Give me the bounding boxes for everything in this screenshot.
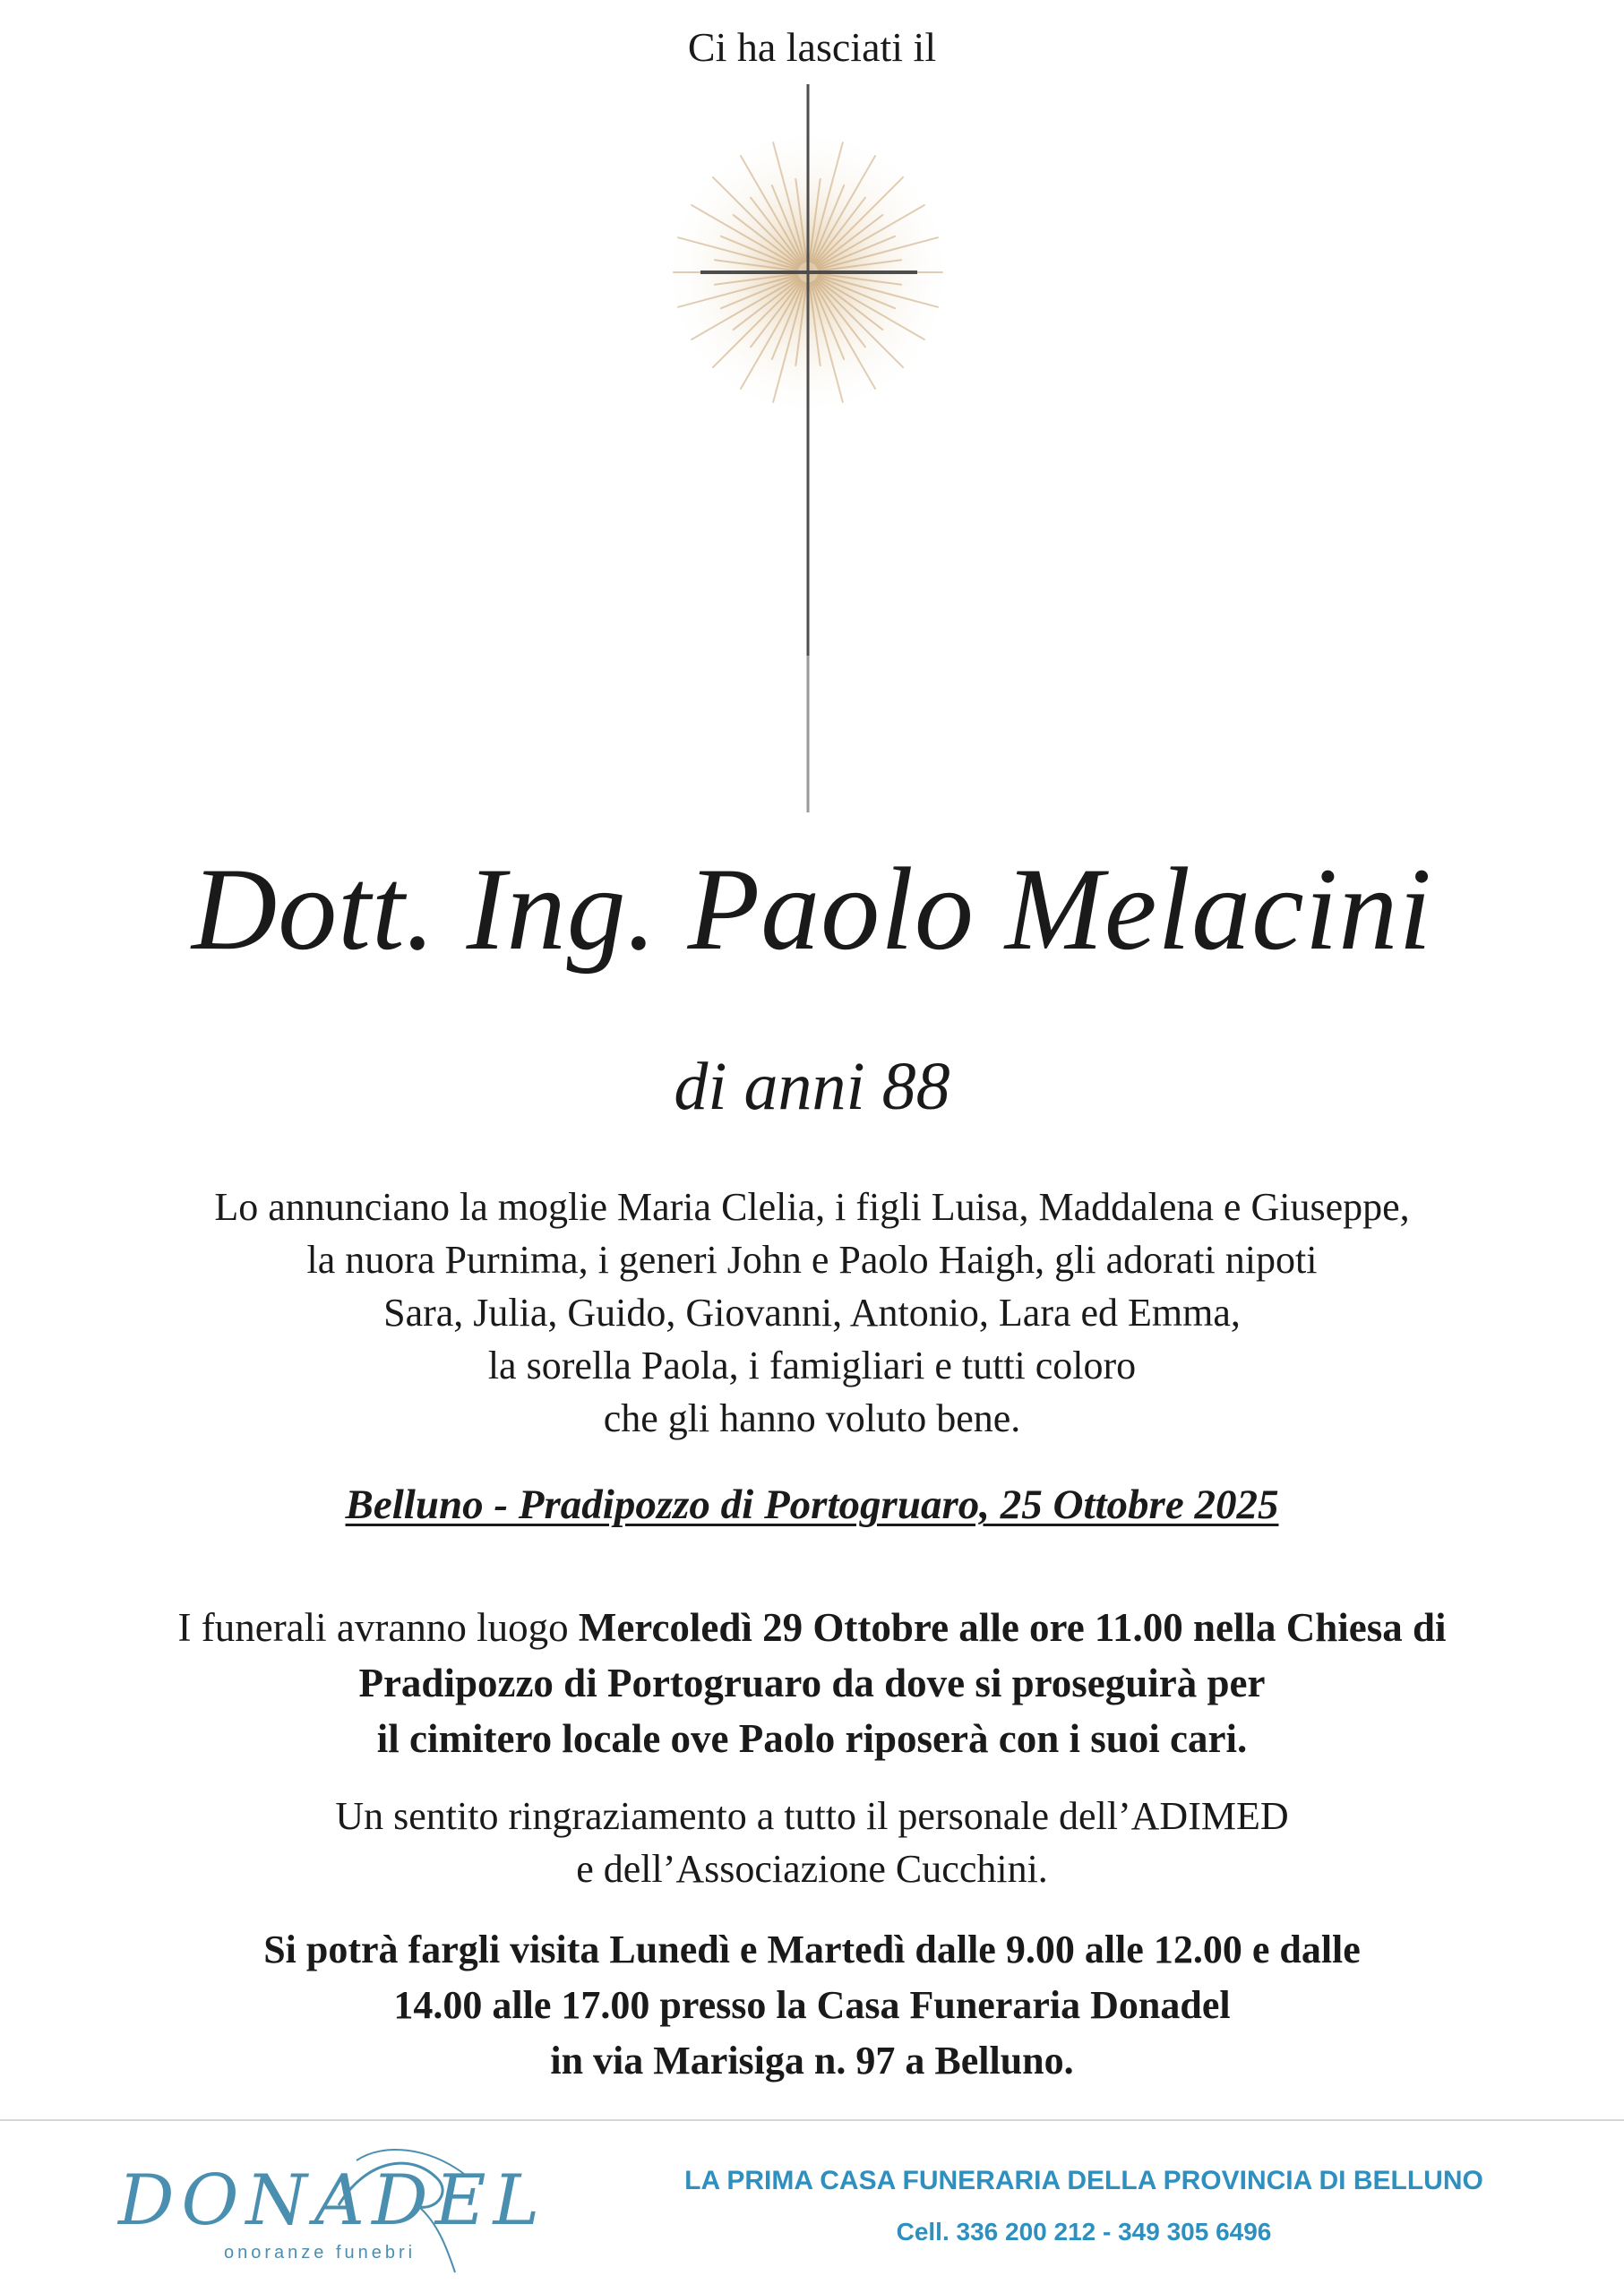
announcement-block: [0, 1181, 1624, 1445]
announcement-line: Sara, Julia, Guido, Giovanni, Antonio, Lara ed Emma,: [383, 1291, 1241, 1335]
footer-tagline: LA PRIMA CASA FUNERARIA DELLA PROVINCIA DI BELLUNO: [684, 2166, 1483, 2195]
thanks-block: [0, 1790, 1624, 1895]
funeral-line-plain: I funerali avranno luogo: [177, 1605, 579, 1650]
thanks-line: Un sentito ringraziamento a tutto il personale dell’ADIMED: [335, 1794, 1289, 1838]
place-date: [0, 1478, 1624, 1532]
funeral-line-bold: il cimitero locale ove Paolo riposerà con i suoi cari.: [376, 1716, 1248, 1761]
star-cross-icon: [647, 82, 969, 817]
funeral-block: [0, 1600, 1624, 1766]
visits-line: Si potrà fargli visita Lunedì e Martedì dalle 9.00 alle 12.00 e dalle: [263, 1928, 1361, 1971]
donadel-logo: [106, 2143, 547, 2277]
intro-text: Ci ha lasciati il: [687, 24, 937, 70]
announcement-line: Lo annunciano la moglie Maria Clelia, i figli Luisa, Maddalena e Giuseppe,: [214, 1185, 1410, 1229]
footer-divider: [0, 2119, 1624, 2121]
funeral-line-bold: Pradipozzo di Portogruaro da dove si proseguirà per: [358, 1661, 1266, 1705]
announcement-line: la sorella Paola, i famigliari e tutti coloro: [487, 1344, 1137, 1387]
age-text: di anni 88: [674, 1049, 950, 1124]
place-date-text: Belluno - Pradipozzo di Portogruaro, 25 Ottobre 2025: [345, 1481, 1279, 1528]
logo-wordmark: DONADEL: [118, 2160, 547, 2241]
funeral-line: [0, 1711, 1624, 1766]
funeral-line: [0, 1600, 1624, 1655]
announcement-line: la nuora Purnima, i generi John e Paolo Haigh, gli adorati nipoti: [306, 1238, 1318, 1282]
logo-subtitle: onoranze funebri: [224, 2243, 417, 2263]
thanks-line: e dell’Associazione Cucchini.: [576, 1847, 1048, 1891]
funeral-line: [0, 1655, 1624, 1711]
visits-block: [0, 1922, 1624, 2089]
announcement-line: che gli hanno voluto bene.: [603, 1396, 1021, 1440]
deceased-name: Dott. Ing. Paolo Melacini: [191, 843, 1433, 975]
visits-line: in via Marisiga n. 97 a Belluno.: [550, 2039, 1074, 2083]
funeral-line-bold: Mercoledì 29 Ottobre alle ore 11.00 nella Chiesa di: [578, 1605, 1447, 1650]
visits-line: 14.00 alle 17.00 presso la Casa Funeraria Donadel: [393, 1983, 1231, 2027]
footer-phone: Cell. 336 200 212 - 349 305 6496: [896, 2218, 1272, 2246]
